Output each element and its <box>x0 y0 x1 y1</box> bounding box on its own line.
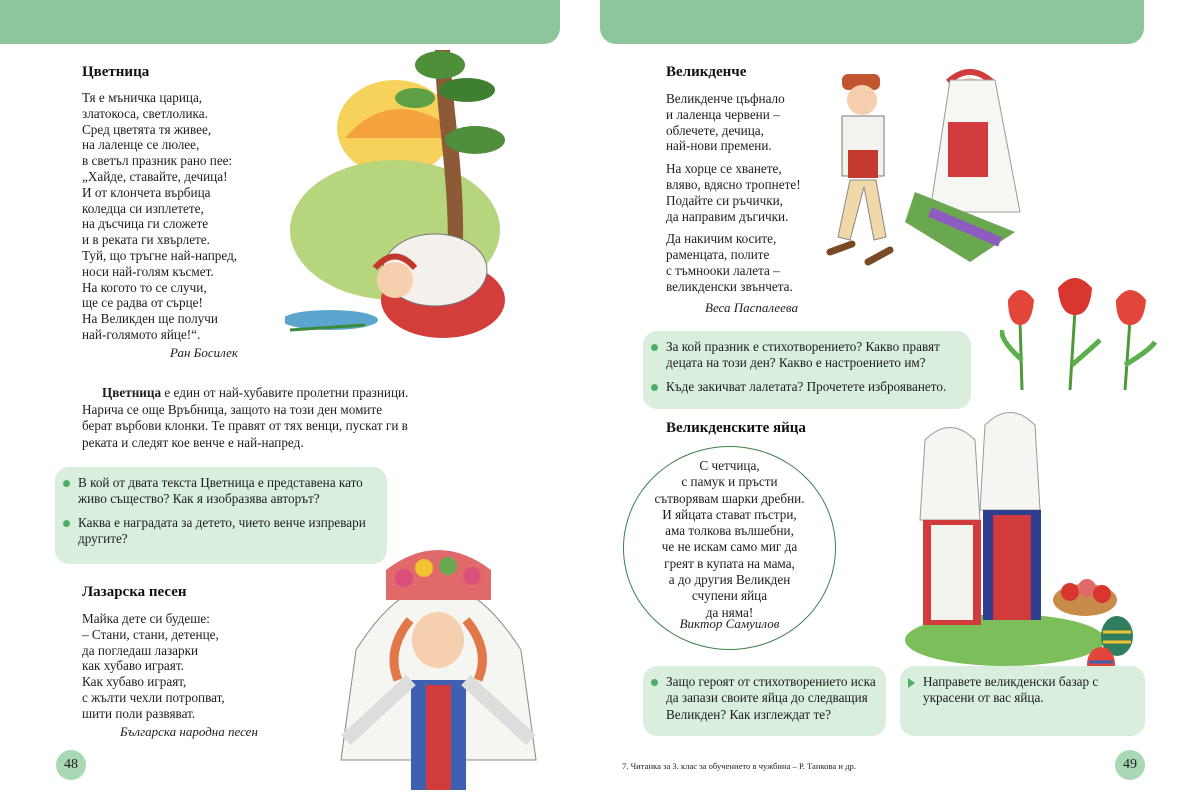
poem-line: коледца си изплетете, <box>82 200 204 216</box>
poem-line: Сред цветята тя живее, <box>82 121 212 137</box>
question-box-right-bottom <box>643 666 886 736</box>
tulips-illustration <box>1000 270 1160 390</box>
poem-lazarska <box>82 611 225 722</box>
poem-line: Как хубаво играят, <box>82 674 187 690</box>
girls-with-eggs-illustration <box>895 400 1165 680</box>
bullet-icon <box>63 520 70 527</box>
question-item: Защо героят от стихотворението иска да запази своите яйца до следващия Великден? Как изглеждат те? <box>657 674 876 723</box>
poem-title-eggs: Великденските яйца <box>666 420 806 436</box>
poem-velikdenche <box>666 91 801 302</box>
question-item: Къде закичват лалетата? Прочетете изброяването. <box>657 379 961 395</box>
poem-author: Веса Паспалеева <box>705 300 798 315</box>
dancing-couple-illustration <box>820 62 1025 282</box>
poem-line: че не искам само миг да <box>661 539 798 555</box>
footer-credit: 7. Читанка за 3. клас за обучението в чужбина – Р. Танкова и др. <box>622 761 856 771</box>
arrow-bullet-icon <box>908 678 915 688</box>
poem-line: С четчица, <box>699 458 760 473</box>
task-box <box>900 666 1145 736</box>
poem-line: На Великден ще получи <box>82 311 218 327</box>
poem-line: как хубаво играят. <box>82 658 184 674</box>
poem-tsvetnitsa <box>82 90 237 343</box>
poem-title-tsvetnitsa: Цветница <box>82 64 150 80</box>
poem-author-folk: Българска народна песен <box>120 724 258 739</box>
bullet-icon <box>651 384 658 391</box>
header-tab-right <box>600 0 1144 44</box>
poem-line: И яйцата стават пъстри, <box>662 506 797 522</box>
poem-line: шити поли развяват. <box>82 705 196 721</box>
poem-title-velikdenche: Великденче <box>666 64 747 80</box>
poem-line: вляво, вдясно тропнете! <box>666 176 801 192</box>
header-tab-left <box>0 0 560 44</box>
poem-line: „Хайде, ставайте, дечица! <box>82 168 228 184</box>
poem-line: На когото то се случи, <box>82 279 207 295</box>
poem-line: най-голямото яйце!“. <box>82 326 201 342</box>
prose-paragraph <box>82 385 412 451</box>
poem-line: – Стани, стани, детенце, <box>82 626 219 642</box>
poem-author: Ран Босилек <box>170 345 238 360</box>
poem-line: най-нови премени. <box>666 138 772 154</box>
poem-easter-eggs <box>623 458 836 621</box>
poem-line: великденски звънчета. <box>666 278 793 294</box>
page-number-left: 48 <box>56 750 86 780</box>
poem-line: сътворявам шарки дребни. <box>654 490 805 506</box>
poem-line: Майка дете си будеше: <box>82 611 210 626</box>
poem-line: в светъл празник рано пее: <box>82 153 233 169</box>
poem-line: да няма! <box>705 604 754 620</box>
page-number-right: 49 <box>1115 750 1145 780</box>
question-item: За кой празник е стихотворението? Какво правят децата на този ден? Какво е настроението им? <box>657 339 961 372</box>
poem-line: носи най-голям късмет. <box>82 263 214 279</box>
poem-line: да направим дъгички. <box>666 208 789 224</box>
bullet-icon <box>63 480 70 487</box>
poem-line: ще се радва от сърце! <box>82 295 203 311</box>
poem-line: да погледаш лазарки <box>82 642 199 658</box>
poem-line: и лаленца червени – <box>666 106 780 122</box>
question-item: Каква е наградата за детето, чието венче изпревари другите? <box>69 515 377 548</box>
prose-text: е един от най-хубавите пролетни празници. Нарича се още Връбница, защото на този ден момите берат върбови клонки. Те правят от тях венци, пускат ги в реката и следят кое венче е най-напред. <box>82 385 409 450</box>
question-item: В кой от двата текста Цветница е представена като живо същество? Как я изобразява авторът? <box>69 475 377 508</box>
poem-line: раменцата, полите <box>666 247 770 263</box>
poem-line: счупени яйца <box>691 588 768 604</box>
bullet-icon <box>651 344 658 351</box>
poem-line: на дъсчица ги сложете <box>82 216 209 232</box>
girl-by-river-illustration <box>285 40 515 340</box>
poem-line: и в реката ги хвърлете. <box>82 232 210 248</box>
poem-line: облечете, дечица, <box>666 122 764 138</box>
poem-line: Подайте си ръчички, <box>666 192 783 208</box>
poem-line: Туй, що тръгне най-напред, <box>82 247 238 263</box>
question-box-right-top <box>643 331 971 409</box>
poem-author-samuilov: Виктор Самуилов <box>679 616 780 631</box>
prose-bold-term: Цветница <box>102 385 162 400</box>
poem-line: а до другия Великден <box>668 572 791 588</box>
poem-line: на лаленце се люлее, <box>82 137 200 153</box>
poem-title-lazarska: Лазарска песен <box>82 584 187 600</box>
poem-line: На хорце се хванете, <box>666 161 782 177</box>
poem-line: И от клончета върбица <box>82 184 211 200</box>
poem-line: Да накичим косите, <box>666 231 777 247</box>
poem-line: с памук и пръсти <box>681 474 778 490</box>
poem-line: греят в купата на мама, <box>664 555 795 571</box>
poem-line: Великденче цъфнало <box>666 91 785 106</box>
poem-line: ама толкова вълшебни, <box>665 523 794 539</box>
lazarka-girl-illustration <box>326 530 551 805</box>
poem-line: златокоса, светлолика. <box>82 105 208 121</box>
poem-line: с тъмнооки лалета – <box>666 262 780 278</box>
task-item: Направете великденски базар с украсени от вас яйца. <box>914 674 1135 707</box>
poem-line: Тя е мъничка царица, <box>82 90 203 105</box>
poem-line: с жълти чехли потропват, <box>82 689 225 705</box>
bullet-icon <box>651 679 658 686</box>
